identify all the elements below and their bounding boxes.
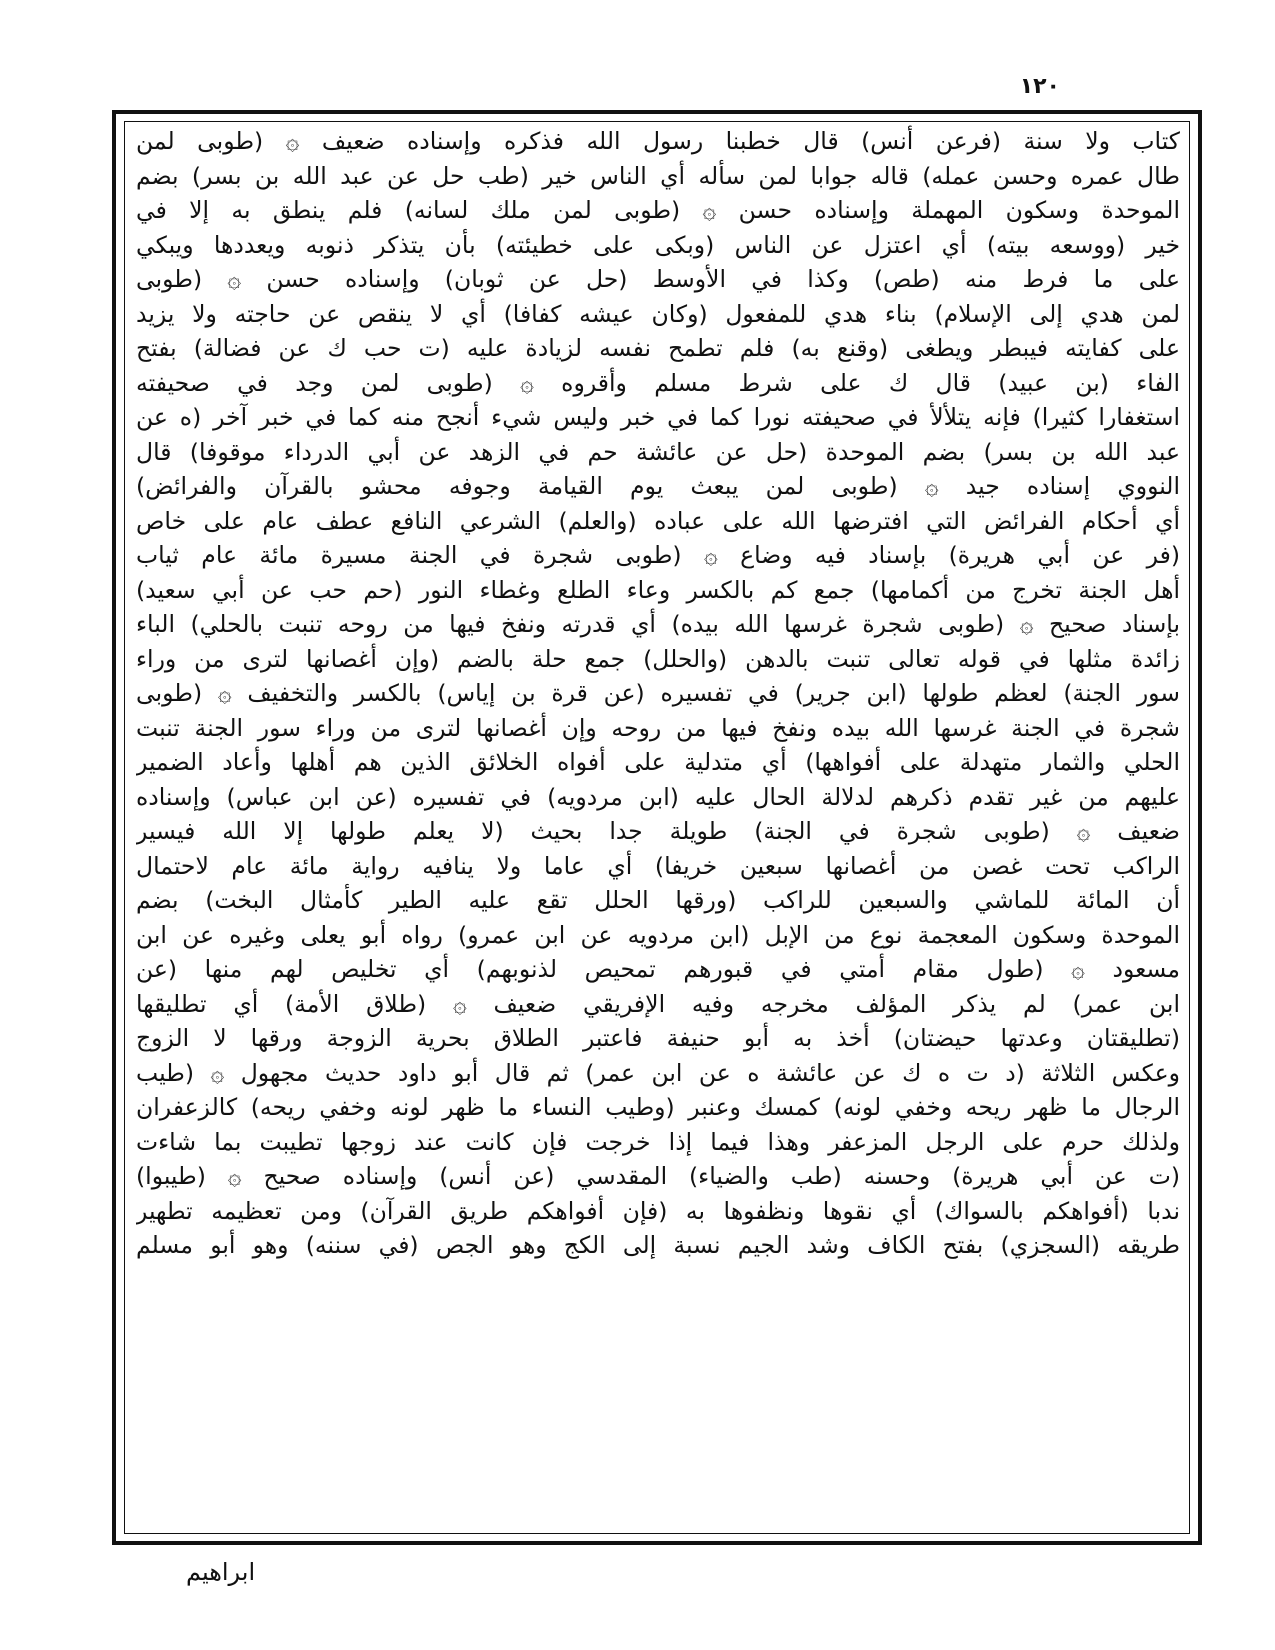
text-line: كتاب ولا سنة (فرعن أنس) قال خطبنا رسول الله فذكره وإسناده ضعيف ۞ (طوبى لمن bbox=[136, 127, 1180, 155]
text-line: ولذلك حرم على الرجل المزعفر وهذا فيما إذا خرجت فإن كانت عند زوجها تطيبت بما شاءت bbox=[136, 1127, 1180, 1156]
text-line: طريقه (السجزي) بفتح الكاف وشد الجيم نسبة إلى الكج وهو الجص (في سننه) وهو أبو مسلم bbox=[136, 1231, 1180, 1259]
text-line: الرجال ما ظهر ريحه وخفي لونه) كمسك وعنبر (وطيب النساء ما ظهر لونه وخفي ريحه) كالزعفران bbox=[136, 1093, 1180, 1121]
text-line: (تطليقتان وعدتها حيضتان) أخذ به أبو حنيفة فاعتبر الطلاق بحرية الزوجة ورقها لا الزوج bbox=[136, 1024, 1180, 1052]
text-line: (ت عن أبي هريرة) وحسنه (طب والضياء) المقدسي (عن أنس) وإسناده صحيح ۞ (طيبوا) bbox=[136, 1162, 1180, 1190]
text-line: مسعود ۞ (طول مقام أمتي في قبورهم تمحيص لذنوبهم) أي تخليص لهم منها (عن bbox=[136, 955, 1180, 983]
text-line: النووي إسناده جيد ۞ (طوبى لمن يبعث يوم القيامة وجوفه محشو بالقرآن والفرائض) bbox=[136, 472, 1180, 500]
text-line: طال عمره وحسن عمله) قاله جوابا لمن سأله أي الناس خير (طب حل عن عبد الله بن بسر) بضم bbox=[136, 161, 1180, 190]
text-line: بإسناد صحيح ۞ (طوبى شجرة غرسها الله بيده) أي قدرته ونفخ فيها من روحه تنبت بالحلي) الباء bbox=[136, 610, 1180, 638]
text-line: شجرة في الجنة غرسها الله بيده ونفخ فيها من روحه وإن أغصانها لترى من وراء سور الجنة تنبت bbox=[136, 713, 1180, 742]
text-line: وعكس الثلاثة (د ت ه ك عن عائشة ه عن ابن عمر) ثم قال أبو داود حديث مجهول ۞ (طيب bbox=[136, 1058, 1180, 1087]
body-text bbox=[136, 124, 1180, 1530]
catchword: ابراهيم bbox=[186, 1558, 256, 1586]
text-line: زائدة مثلها في قوله تعالى تنبت بالدهن (والحلل) جمع حلة بالضم (وإن أغصانها لترى من وراء bbox=[136, 644, 1180, 673]
text-line: خير (ووسعه بيته) أي اعتزل عن الناس (وبكى على خطيئته) بأن يتذكر ذنوبه ويعددها ويبكي bbox=[136, 230, 1180, 259]
text-line: أهل الجنة تخرج من أكمامها) جمع كم بالكسر وعاء الطلع وغطاء النور (حم حب عن أبي سعيد) bbox=[136, 575, 1180, 604]
text-line: عليهم من غير تقدم ذكرهم لدلالة الحال عليه (ابن مردويه) في تفسيره (عن ابن عباس) وإسناده bbox=[136, 782, 1180, 811]
text-line: سور الجنة) لعظم طولها (ابن جرير) في تفسيره (عن قرة بن إياس) بالكسر والتخفيف ۞ (طوبى bbox=[136, 679, 1180, 707]
text-line: لمن هدي إلى الإسلام) بناء هدي للمفعول (وكان عيشه كفافا) أي لا ينقص عن حاجته ولا يزيد bbox=[136, 299, 1180, 328]
text-line: (فر عن أبي هريرة) بإسناد فيه وضاع ۞ (طوبى شجرة في الجنة مسيرة مائة عام ثياب bbox=[136, 541, 1180, 569]
text-line: أن المائة للماشي والسبعين للراكب (ورقها الحلل تقع عليه الطير كأمثال البخت) بضم bbox=[136, 886, 1180, 914]
text-line: الموحدة وسكون المهملة وإسناده حسن ۞ (طوبى لمن ملك لسانه) فلم ينطق به إلا في bbox=[136, 196, 1180, 224]
text-line: ندبا (أفواهكم بالسواك) أي نقوها ونظفوها به (فإن أفواهكم طريق القرآن) ومن تعظيمه تطهير bbox=[136, 1196, 1180, 1225]
text-line: الفاء (بن عبيد) قال ك على شرط مسلم وأقروه ۞ (طوبى لمن وجد في صحيفته bbox=[136, 368, 1180, 397]
text-line: على كفايته فيبطر ويطغى (وقنع به) فلم تطمح نفسه لزيادة عليه (ت حب ك عن فضالة) بفتح bbox=[136, 334, 1180, 362]
text-line: الموحدة وسكون المعجمة نوع من الإبل (ابن مردويه عن ابن عمرو) رواه أبو يعلى وغيره عن ابن bbox=[136, 920, 1180, 949]
text-line: الحلي والثمار متهدلة على أفواهها) أي متدلية على أفواه الخلائق الذين هم أهلها وأعاد الضمير bbox=[136, 748, 1180, 776]
text-line: على ما فرط منه (طص) وكذا في الأوسط (حل عن ثوبان) وإسناده حسن ۞ (طوبى bbox=[136, 265, 1180, 293]
text-line: عبد الله بن بسر) بضم الموحدة (حل عن عائشة حم في الزهد عن أبي الدرداء موقوفا) قال bbox=[136, 437, 1180, 466]
text-line: ابن عمر) لم يذكر المؤلف مخرجه وفيه الإفريقي ضعيف ۞ (طلاق الأمة) أي تطليقها bbox=[136, 989, 1180, 1018]
text-line: ضعيف ۞ (طوبى شجرة في الجنة) طويلة جدا بحيث (لا يعلم طولها إلا الله فيسير bbox=[136, 817, 1180, 845]
page-number: ١٢٠ bbox=[1019, 74, 1060, 99]
text-line: الراكب تحت غصن من أغصانها سبعين خريفا) أي عاما ولا ينافيه رواية مائة عام لاحتمال bbox=[136, 851, 1180, 880]
text-line: استغفارا كثيرا) فإنه يتلألأ في صحيفته نورا كما في خبر وليس شيء أنجح منه كما في خبر آخر (ه عن bbox=[136, 403, 1180, 431]
text-line: أي أحكام الفرائض التي افترضها الله على عباده (والعلم) الشرعي النافع عطف عام على خاص bbox=[136, 506, 1180, 535]
